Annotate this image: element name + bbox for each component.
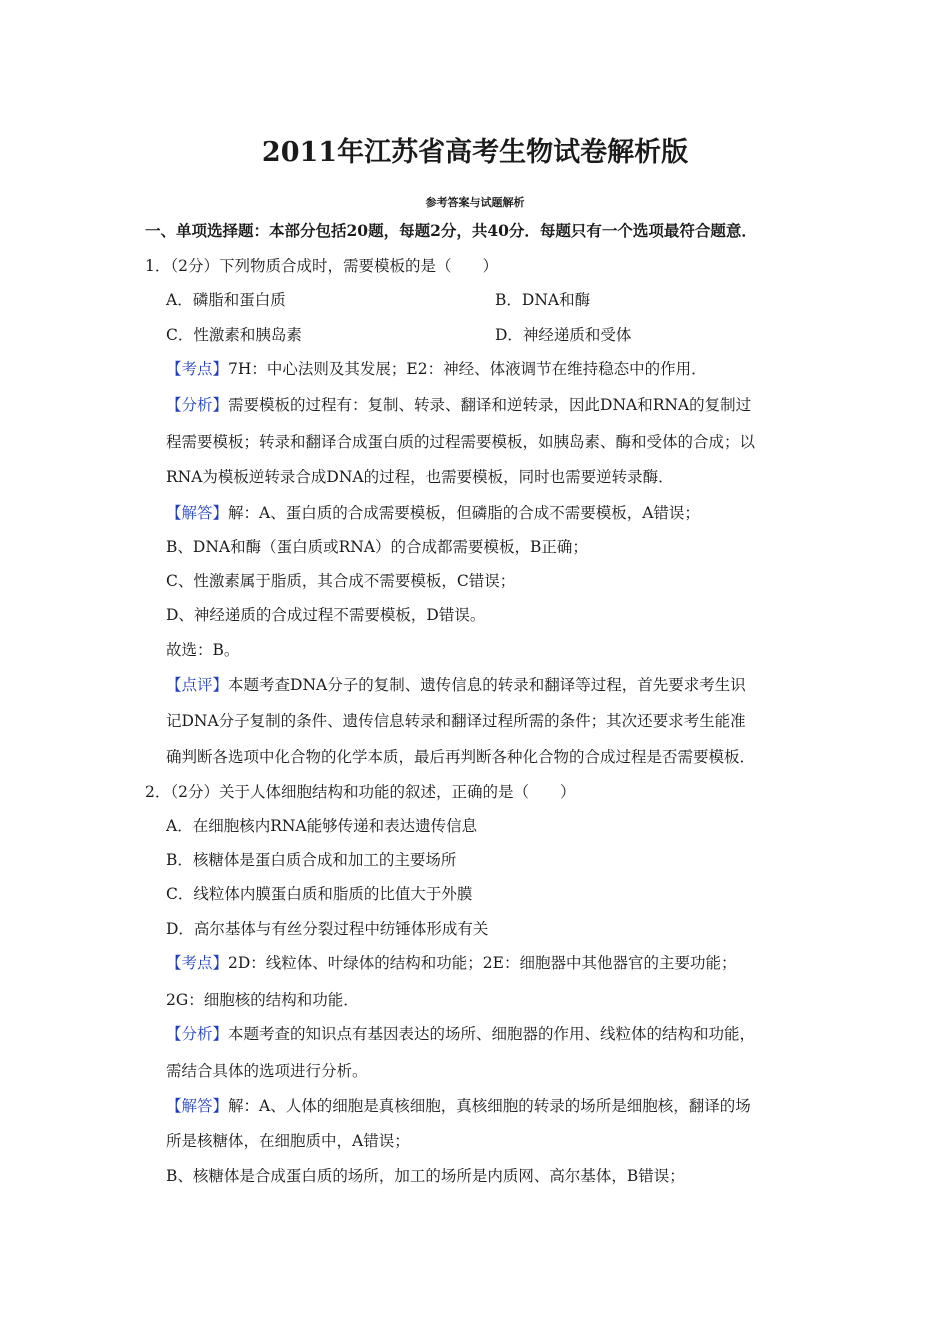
kaodian-text: 7H：中心法则及其发展；E2：神经、体液调节在维持稳态中的作用． (228, 360, 707, 378)
q1-stem: 1．（2分）下列物质合成时，需要模板的是（ ） (145, 257, 498, 275)
jieda-text: 解：A、蛋白质的合成需要模板，但磷脂的合成不需要模板，A错误； (228, 504, 700, 522)
q2-option-a: A．在细胞核内RNA能够传递和表达遗传信息 (166, 817, 478, 835)
q1-fenxi-line: RNA为模板逆转录合成DNA的过程，也需要模板，同时也需要逆转录酶． (166, 468, 674, 486)
q1-jieda-line (166, 503, 700, 523)
jieda-text: 解：A、人体的细胞是真核细胞，真核细胞的转录的场所是细胞核，翻译的场 (228, 1097, 751, 1115)
q2-stem: 2．（2分）关于人体细胞结构和功能的叙述，正确的是（ ） (145, 783, 576, 801)
jieda-tag: 【解答】 (166, 1097, 229, 1115)
q2-kaodian-line: 2G：细胞核的结构和功能． (166, 991, 359, 1009)
document-title: 2011年江苏省高考生物试卷解析版 (261, 137, 689, 168)
kaodian-tag: 【考点】 (166, 954, 229, 972)
q1-kaodian (166, 359, 707, 379)
kaodian-text: 2D：线粒体、叶绿体的结构和功能；2E：细胞器中其他器官的主要功能； (228, 954, 737, 972)
q1-jieda-line: B、DNA和酶（蛋白质或RNA）的合成都需要模板，B正确； (166, 538, 588, 556)
document-subtitle: 参考答案与试题解析 (425, 196, 525, 209)
dianping-text: 本题考查DNA分子的复制、遗传信息的转录和翻译等过程，首先要求考生识 (228, 676, 746, 694)
q1-option-a: A．磷脂和蛋白质 (166, 291, 286, 309)
q2-option-c: C．线粒体内膜蛋白质和脂质的比值大于外膜 (166, 885, 473, 903)
fenxi-text: 需要模板的过程有：复制、转录、翻译和逆转录，因此DNA和RNA的复制过 (228, 396, 752, 414)
q2-kaodian-line (166, 953, 736, 973)
dianping-tag: 【点评】 (166, 676, 229, 694)
q1-dianping-line: 记DNA分子复制的条件、遗传信息转录和翻译过程所需的条件；其次还要求考生能准 (166, 712, 746, 730)
q1-dianping-line: 确判断各选项中化合物的化学本质，最后再判断各种化合物的合成过程是否需要模板． (166, 748, 756, 766)
q1-jieda-line: 故选：B。 (166, 641, 240, 659)
fenxi-tag: 【分析】 (166, 1025, 229, 1043)
q1-option-b: B．DNA和酶 (495, 291, 591, 309)
q2-jieda-line: B、核糖体是合成蛋白质的场所，加工的场所是内质网、高尔基体，B错误； (166, 1167, 685, 1185)
kaodian-tag: 【考点】 (166, 360, 229, 378)
q2-jieda-line (166, 1096, 751, 1116)
jieda-tag: 【解答】 (166, 504, 229, 522)
q2-fenxi-line: 需结合具体的选项进行分析。 (166, 1062, 368, 1080)
q1-jieda-line: D、神经递质的合成过程不需要模板，D错误。 (166, 606, 486, 624)
q2-option-d: D．高尔基体与有丝分裂过程中纺锤体形成有关 (166, 920, 489, 938)
q2-fenxi-line (166, 1024, 755, 1044)
q1-fenxi-line (166, 395, 751, 415)
fenxi-tag: 【分析】 (166, 396, 229, 414)
q2-option-b: B．核糖体是蛋白质合成和加工的主要场所 (166, 851, 457, 869)
q1-jieda-line: C、性激素属于脂质，其合成不需要模板，C错误； (166, 572, 516, 590)
q1-option-c: C．性激素和胰岛素 (166, 326, 302, 344)
q2-jieda-line: 所是核糖体，在细胞质中，A错误； (166, 1132, 410, 1150)
q1-dianping-line (166, 675, 746, 695)
fenxi-text: 本题考查的知识点有基因表达的场所、细胞器的作用、线粒体的结构和功能， (228, 1025, 756, 1043)
q1-fenxi-line: 程需要模板；转录和翻译合成蛋白质的过程需要模板，如胰岛素、酶和受体的合成；以 (166, 433, 756, 451)
q1-option-d: D．神经递质和受体 (495, 326, 632, 344)
section-heading: 一、单项选择题：本部分包括20题，每题2分，共40分．每题只有一个选项最符合题意． (145, 221, 757, 240)
